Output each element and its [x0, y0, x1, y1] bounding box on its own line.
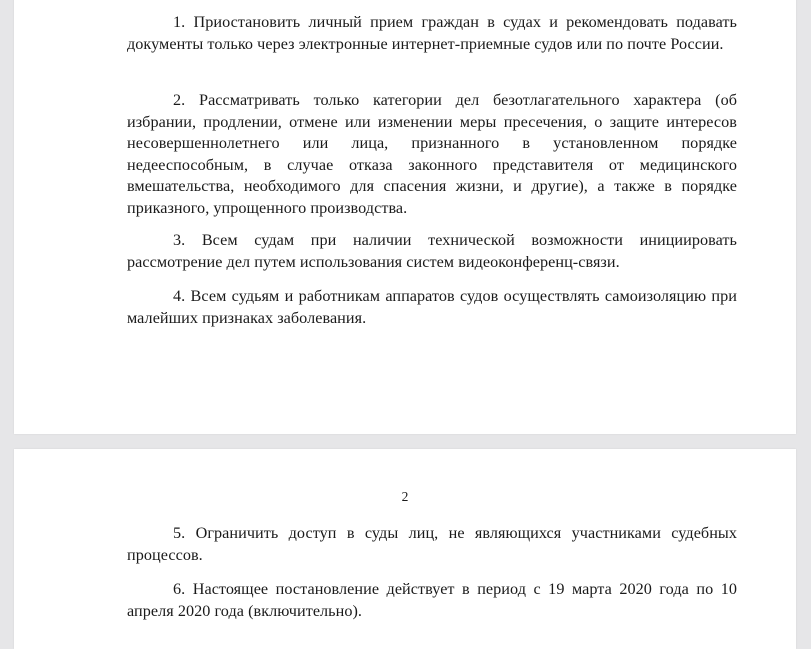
- paragraph-4: 4. Всем судьям и работникам аппаратов судов осуществлять самоизоляцию при малейших признаках заболевания.: [127, 287, 737, 327]
- paragraph-5: 5. Ограничить доступ в суды лиц, не являющихся участниками судебных процессов.: [127, 524, 737, 564]
- paragraph-6: 6. Настоящее постановление действует в период с 19 марта 2020 года по 10 апреля 2020 года (включительно).: [127, 580, 737, 620]
- document-page-2: [14, 449, 796, 649]
- paragraph-3: 3. Всем судам при наличии технической возможности инициировать рассмотрение дел путем использования систем видеоконференц-связи.: [127, 231, 737, 271]
- paragraph-2: 2. Рассматривать только категории дел безотлагательного характера (об избрании, продлении, отмене или изменении меры пресечения, о защите интересов несовершеннолетнего или лица, признанного в установленном порядке недееспособным, в случае отказа законного представителя от медицинского вмешательства, необходимого для спасения жизни, и другие), а также в порядке приказного, упрощенного производства.: [127, 91, 737, 217]
- page-number: 2: [401, 489, 409, 504]
- paragraph-1: 1. Приостановить личный прием граждан в судах и рекомендовать подавать документы только через электронные интернет-приемные судов или по почте России.: [127, 13, 737, 53]
- document-page-1: [14, 0, 796, 434]
